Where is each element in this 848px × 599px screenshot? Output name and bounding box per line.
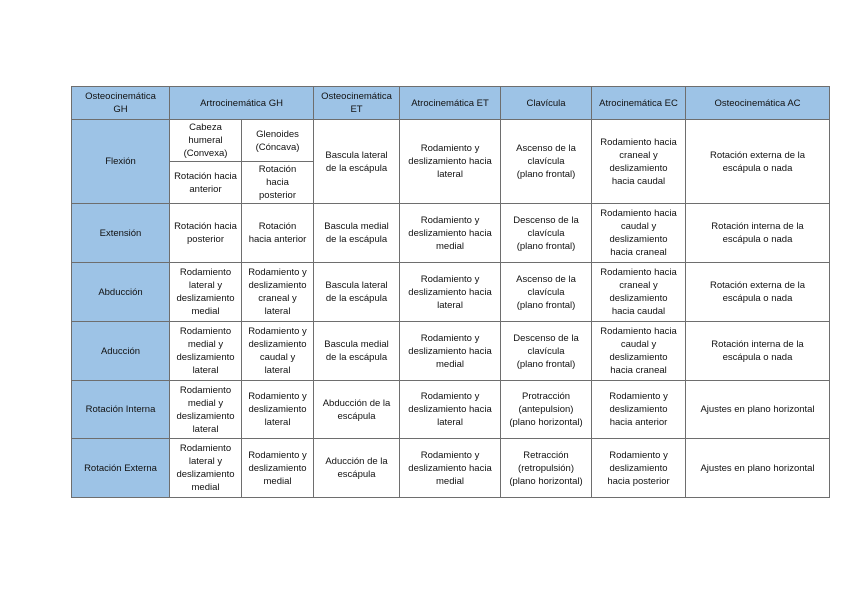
cell-extension-ec-artro: Rodamiento hacia caudal y deslizamiento hacia craneal	[592, 204, 686, 263]
cell-flexion-clavicula: Ascenso de la clavícula (plano frontal)	[501, 120, 592, 204]
row-label-rotacion-externa: Rotación Externa	[72, 439, 170, 498]
cell-rot-externa-et-osteo: Aducción de la escápula	[314, 439, 400, 498]
cell-rot-interna-cabeza: Rodamiento medial y deslizamiento lateral	[170, 381, 242, 439]
cell-aduccion-ac-osteo: Rotación interna de la escápula o nada	[686, 322, 830, 381]
cell-flexion-glenoides: Rotación hacia posterior	[242, 162, 314, 204]
cell-aduccion-clavicula: Descenso de la clavícula (plano frontal)	[501, 322, 592, 381]
cell-aduccion-ec-artro: Rodamiento hacia caudal y deslizamiento hacia craneal	[592, 322, 686, 381]
table-row-rotacion-interna	[72, 381, 830, 439]
table-row-extension	[72, 204, 830, 263]
cell-aduccion-cabeza: Rodamiento medial y deslizamiento lateral	[170, 322, 242, 381]
cell-flexion-ec-artro: Rodamiento hacia craneal y deslizamiento hacia caudal	[592, 120, 686, 204]
table-row-rotacion-externa	[72, 439, 830, 498]
cell-abduccion-et-osteo: Bascula lateral de la escápula	[314, 263, 400, 322]
subheader-glenoides: Glenoides (Cóncava)	[242, 120, 314, 162]
cell-rot-interna-et-osteo: Abducción de la escápula	[314, 381, 400, 439]
table-row-flexion	[72, 120, 830, 162]
header-ac-osteo: Osteocinemática AC	[686, 87, 830, 120]
cell-rot-externa-glenoides: Rodamiento y deslizamiento medial	[242, 439, 314, 498]
cell-rot-interna-glenoides: Rodamiento y deslizamiento lateral	[242, 381, 314, 439]
header-row	[72, 87, 830, 120]
cell-abduccion-cabeza: Rodamiento lateral y deslizamiento medial	[170, 263, 242, 322]
table-row-aduccion	[72, 322, 830, 381]
row-label-aduccion: Aducción	[72, 322, 170, 381]
cell-extension-et-osteo: Bascula medial de la escápula	[314, 204, 400, 263]
header-gh-osteo: Osteocinemática GH	[72, 87, 170, 120]
cell-rot-interna-et-artro: Rodamiento y deslizamiento hacia lateral	[400, 381, 501, 439]
cell-aduccion-glenoides: Rodamiento y deslizamiento caudal y lateral	[242, 322, 314, 381]
row-label-flexion: Flexión	[72, 120, 170, 204]
cell-extension-glenoides: Rotación hacia anterior	[242, 204, 314, 263]
cell-abduccion-ac-osteo: Rotación externa de la escápula o nada	[686, 263, 830, 322]
header-ec-artro: Atrocinemática EC	[592, 87, 686, 120]
cell-extension-ac-osteo: Rotación interna de la escápula o nada	[686, 204, 830, 263]
header-gh-artro: Artrocinemática GH	[170, 87, 314, 120]
cell-rot-externa-ec-artro: Rodamiento y deslizamiento hacia posterior	[592, 439, 686, 498]
header-et-artro: Atrocinemática ET	[400, 87, 501, 120]
cell-rot-externa-clavicula: Retracción (retropulsión) (plano horizontal)	[501, 439, 592, 498]
cell-abduccion-et-artro: Rodamiento y deslizamiento hacia lateral	[400, 263, 501, 322]
subheader-cabeza: Cabeza humeral (Convexa)	[170, 120, 242, 162]
cell-rot-interna-clavicula: Protracción (antepulsion) (plano horizontal)	[501, 381, 592, 439]
row-label-rotacion-interna: Rotación Interna	[72, 381, 170, 439]
row-label-extension: Extensión	[72, 204, 170, 263]
cell-abduccion-clavicula: Ascenso de la clavícula (plano frontal)	[501, 263, 592, 322]
cell-rot-externa-ac-osteo: Ajustes en plano horizontal	[686, 439, 830, 498]
table-row-abduccion	[72, 263, 830, 322]
cell-rot-interna-ec-artro: Rodamiento y deslizamiento hacia anterior	[592, 381, 686, 439]
header-et-osteo: Osteocinemática ET	[314, 87, 400, 120]
row-label-abduccion: Abducción	[72, 263, 170, 322]
cell-rot-interna-ac-osteo: Ajustes en plano horizontal	[686, 381, 830, 439]
cell-flexion-cabeza: Rotación hacia anterior	[170, 162, 242, 204]
cell-flexion-ac-osteo: Rotación externa de la escápula o nada	[686, 120, 830, 204]
cell-extension-clavicula: Descenso de la clavícula (plano frontal)	[501, 204, 592, 263]
cell-aduccion-et-artro: Rodamiento y deslizamiento hacia medial	[400, 322, 501, 381]
cell-aduccion-et-osteo: Bascula medial de la escápula	[314, 322, 400, 381]
cell-extension-cabeza: Rotación hacia posterior	[170, 204, 242, 263]
header-clavicula: Clavícula	[501, 87, 592, 120]
cell-flexion-et-artro: Rodamiento y deslizamiento hacia lateral	[400, 120, 501, 204]
cell-rot-externa-cabeza: Rodamiento lateral y deslizamiento medial	[170, 439, 242, 498]
cell-extension-et-artro: Rodamiento y deslizamiento hacia medial	[400, 204, 501, 263]
cell-abduccion-glenoides: Rodamiento y deslizamiento craneal y lateral	[242, 263, 314, 322]
cell-flexion-et-osteo: Bascula lateral de la escápula	[314, 120, 400, 204]
kinematics-table	[71, 86, 830, 498]
cell-abduccion-ec-artro: Rodamiento hacia craneal y deslizamiento hacia caudal	[592, 263, 686, 322]
cell-rot-externa-et-artro: Rodamiento y deslizamiento hacia medial	[400, 439, 501, 498]
